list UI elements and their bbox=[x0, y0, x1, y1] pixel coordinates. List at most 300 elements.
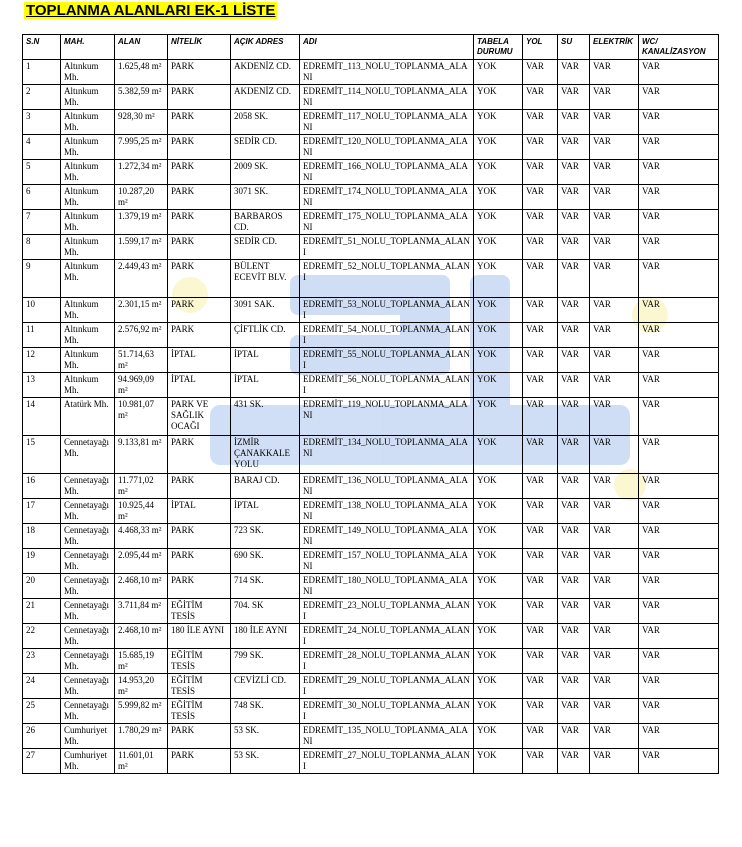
header-mah: MAH. bbox=[61, 35, 115, 60]
cell-alan: 10.287,20 m² bbox=[115, 185, 168, 210]
header-elektrik: ELEKTRİK bbox=[590, 35, 639, 60]
cell-tabela: YOK bbox=[474, 724, 523, 749]
cell-wc: VAR bbox=[639, 110, 719, 135]
cell-nitelik: İPTAL bbox=[168, 373, 231, 398]
cell-adres: 431 SK. bbox=[231, 398, 300, 436]
cell-tabela: YOK bbox=[474, 574, 523, 599]
cell-nitelik: EĞİTİM TESİS bbox=[168, 699, 231, 724]
cell-sn: 19 bbox=[23, 549, 61, 574]
cell-yol: VAR bbox=[523, 749, 558, 774]
cell-alan: 1.780,29 m² bbox=[115, 724, 168, 749]
cell-yol: VAR bbox=[523, 599, 558, 624]
cell-wc: VAR bbox=[639, 210, 719, 235]
table-row bbox=[23, 373, 719, 398]
cell-su: VAR bbox=[558, 699, 590, 724]
cell-nitelik: PARK VE SAĞLIK OCAĞI bbox=[168, 398, 231, 436]
cell-adi: EDREMİT_23_NOLU_TOPLANMA_ALANI bbox=[300, 599, 474, 624]
cell-tabela: YOK bbox=[474, 499, 523, 524]
cell-sn: 7 bbox=[23, 210, 61, 235]
cell-adres: ÇİFTLİK CD. bbox=[231, 323, 300, 348]
cell-adi: EDREMİT_54_NOLU_TOPLANMA_ALANI bbox=[300, 323, 474, 348]
cell-wc: VAR bbox=[639, 160, 719, 185]
cell-sn: 18 bbox=[23, 524, 61, 549]
cell-adres: 2009 SK. bbox=[231, 160, 300, 185]
cell-adi: EDREMİT_27_NOLU_TOPLANMA_ALANI bbox=[300, 749, 474, 774]
cell-elektrik: VAR bbox=[590, 323, 639, 348]
cell-wc: VAR bbox=[639, 549, 719, 574]
cell-mah: Cennetayağı Mh. bbox=[61, 599, 115, 624]
table-row bbox=[23, 135, 719, 160]
cell-nitelik: 180 İLE AYNI bbox=[168, 624, 231, 649]
cell-wc: VAR bbox=[639, 60, 719, 85]
cell-sn: 16 bbox=[23, 474, 61, 499]
cell-adi: EDREMİT_30_NOLU_TOPLANMA_ALANI bbox=[300, 699, 474, 724]
cell-mah: Altınkum Mh. bbox=[61, 135, 115, 160]
cell-yol: VAR bbox=[523, 524, 558, 549]
cell-nitelik: PARK bbox=[168, 474, 231, 499]
cell-mah: Cumhuriyet Mh. bbox=[61, 724, 115, 749]
cell-adi: EDREMİT_134_NOLU_TOPLANMA_ALANI bbox=[300, 436, 474, 474]
cell-su: VAR bbox=[558, 185, 590, 210]
cell-nitelik: PARK bbox=[168, 724, 231, 749]
cell-wc: VAR bbox=[639, 260, 719, 298]
cell-alan: 2.449,43 m² bbox=[115, 260, 168, 298]
cell-adres: 180 İLE AYNI bbox=[231, 624, 300, 649]
cell-adres: 704. SK bbox=[231, 599, 300, 624]
cell-adres: 690 SK. bbox=[231, 549, 300, 574]
cell-yol: VAR bbox=[523, 323, 558, 348]
cell-adi: EDREMİT_29_NOLU_TOPLANMA_ALANI bbox=[300, 674, 474, 699]
cell-sn: 4 bbox=[23, 135, 61, 160]
cell-su: VAR bbox=[558, 574, 590, 599]
cell-tabela: YOK bbox=[474, 398, 523, 436]
page-title: TOPLANMA ALANLARI EK-1 LİSTE bbox=[26, 2, 276, 19]
cell-sn: 5 bbox=[23, 160, 61, 185]
cell-adres: İZMİR ÇANAKKALE YOLU bbox=[231, 436, 300, 474]
cell-sn: 22 bbox=[23, 624, 61, 649]
cell-yol: VAR bbox=[523, 649, 558, 674]
cell-adres: 748 SK. bbox=[231, 699, 300, 724]
cell-adres: 3071 SK. bbox=[231, 185, 300, 210]
cell-su: VAR bbox=[558, 260, 590, 298]
cell-nitelik: EĞİTİM TESİS bbox=[168, 674, 231, 699]
cell-sn: 20 bbox=[23, 574, 61, 599]
cell-mah: Altınkum Mh. bbox=[61, 260, 115, 298]
cell-elektrik: VAR bbox=[590, 624, 639, 649]
cell-adi: EDREMİT_166_NOLU_TOPLANMA_ALANI bbox=[300, 160, 474, 185]
cell-wc: VAR bbox=[639, 724, 719, 749]
cell-yol: VAR bbox=[523, 624, 558, 649]
table-row bbox=[23, 674, 719, 699]
cell-adi: EDREMİT_175_NOLU_TOPLANMA_ALANI bbox=[300, 210, 474, 235]
cell-yol: VAR bbox=[523, 185, 558, 210]
cell-adres: İPTAL bbox=[231, 499, 300, 524]
cell-su: VAR bbox=[558, 624, 590, 649]
cell-wc: VAR bbox=[639, 574, 719, 599]
table-row bbox=[23, 574, 719, 599]
cell-nitelik: PARK bbox=[168, 210, 231, 235]
cell-wc: VAR bbox=[639, 499, 719, 524]
cell-su: VAR bbox=[558, 235, 590, 260]
cell-su: VAR bbox=[558, 298, 590, 323]
cell-adi: EDREMİT_28_NOLU_TOPLANMA_ALANI bbox=[300, 649, 474, 674]
cell-mah: Altınkum Mh. bbox=[61, 235, 115, 260]
cell-sn: 8 bbox=[23, 235, 61, 260]
table-row bbox=[23, 436, 719, 474]
cell-su: VAR bbox=[558, 474, 590, 499]
cell-wc: VAR bbox=[639, 185, 719, 210]
cell-nitelik: PARK bbox=[168, 185, 231, 210]
cell-tabela: YOK bbox=[474, 436, 523, 474]
table-row bbox=[23, 398, 719, 436]
cell-mah: Cennetayağı Mh. bbox=[61, 674, 115, 699]
cell-adres: BÜLENT ECEVİT BLV. bbox=[231, 260, 300, 298]
cell-yol: VAR bbox=[523, 474, 558, 499]
cell-su: VAR bbox=[558, 398, 590, 436]
cell-elektrik: VAR bbox=[590, 160, 639, 185]
cell-adi: EDREMİT_135_NOLU_TOPLANMA_ALANI bbox=[300, 724, 474, 749]
table-row bbox=[23, 260, 719, 298]
cell-su: VAR bbox=[558, 348, 590, 373]
cell-nitelik: EĞİTİM TESİS bbox=[168, 649, 231, 674]
cell-mah: Cennetayağı Mh. bbox=[61, 624, 115, 649]
cell-mah: Cumhuriyet Mh. bbox=[61, 749, 115, 774]
cell-mah: Atatürk Mh. bbox=[61, 398, 115, 436]
table-row bbox=[23, 210, 719, 235]
cell-elektrik: VAR bbox=[590, 574, 639, 599]
cell-nitelik: PARK bbox=[168, 436, 231, 474]
cell-yol: VAR bbox=[523, 160, 558, 185]
cell-sn: 1 bbox=[23, 60, 61, 85]
cell-su: VAR bbox=[558, 85, 590, 110]
table-row bbox=[23, 348, 719, 373]
cell-adres: BARAJ CD. bbox=[231, 474, 300, 499]
cell-alan: 9.133,81 m² bbox=[115, 436, 168, 474]
cell-tabela: YOK bbox=[474, 235, 523, 260]
cell-nitelik: PARK bbox=[168, 323, 231, 348]
table-row bbox=[23, 185, 719, 210]
cell-su: VAR bbox=[558, 160, 590, 185]
cell-alan: 11.771,02 m² bbox=[115, 474, 168, 499]
cell-sn: 12 bbox=[23, 348, 61, 373]
cell-mah: Altınkum Mh. bbox=[61, 160, 115, 185]
cell-adres: CEVİZLİ CD. bbox=[231, 674, 300, 699]
cell-tabela: YOK bbox=[474, 749, 523, 774]
cell-elektrik: VAR bbox=[590, 436, 639, 474]
cell-mah: Cennetayağı Mh. bbox=[61, 549, 115, 574]
cell-nitelik: EĞİTİM TESİS bbox=[168, 599, 231, 624]
cell-yol: VAR bbox=[523, 210, 558, 235]
cell-adi: EDREMİT_149_NOLU_TOPLANMA_ALANI bbox=[300, 524, 474, 549]
cell-nitelik: PARK bbox=[168, 160, 231, 185]
cell-adi: EDREMİT_114_NOLU_TOPLANMA_ALANI bbox=[300, 85, 474, 110]
cell-adi: EDREMİT_157_NOLU_TOPLANMA_ALANI bbox=[300, 549, 474, 574]
cell-tabela: YOK bbox=[474, 624, 523, 649]
cell-adres: BARBAROS CD. bbox=[231, 210, 300, 235]
header-tabela-durumu: TABELA DURUMU bbox=[474, 35, 523, 60]
table-row bbox=[23, 474, 719, 499]
cell-alan: 5.382,59 m² bbox=[115, 85, 168, 110]
cell-wc: VAR bbox=[639, 135, 719, 160]
cell-tabela: YOK bbox=[474, 348, 523, 373]
cell-tabela: YOK bbox=[474, 135, 523, 160]
cell-yol: VAR bbox=[523, 85, 558, 110]
cell-elektrik: VAR bbox=[590, 749, 639, 774]
cell-elektrik: VAR bbox=[590, 85, 639, 110]
header-wc-kanalizasyon: WC/ KANALİZASYON bbox=[639, 35, 719, 60]
cell-mah: Altınkum Mh. bbox=[61, 373, 115, 398]
cell-adi: EDREMİT_52_NOLU_TOPLANMA_ALANI bbox=[300, 260, 474, 298]
cell-alan: 51.714,63 m² bbox=[115, 348, 168, 373]
cell-sn: 24 bbox=[23, 674, 61, 699]
table-row bbox=[23, 649, 719, 674]
cell-alan: 1.625,48 m² bbox=[115, 60, 168, 85]
cell-wc: VAR bbox=[639, 235, 719, 260]
cell-elektrik: VAR bbox=[590, 110, 639, 135]
cell-adi: EDREMİT_53_NOLU_TOPLANMA_ALANI bbox=[300, 298, 474, 323]
cell-adi: EDREMİT_120_NOLU_TOPLANMA_ALANI bbox=[300, 135, 474, 160]
cell-wc: VAR bbox=[639, 85, 719, 110]
cell-su: VAR bbox=[558, 724, 590, 749]
cell-adi: EDREMİT_51_NOLU_TOPLANMA_ALANI bbox=[300, 235, 474, 260]
cell-alan: 5.999,82 m² bbox=[115, 699, 168, 724]
cell-tabela: YOK bbox=[474, 260, 523, 298]
cell-sn: 23 bbox=[23, 649, 61, 674]
cell-alan: 2.576,92 m² bbox=[115, 323, 168, 348]
cell-alan: 7.995,25 m² bbox=[115, 135, 168, 160]
cell-su: VAR bbox=[558, 110, 590, 135]
cell-sn: 11 bbox=[23, 323, 61, 348]
cell-su: VAR bbox=[558, 749, 590, 774]
cell-tabela: YOK bbox=[474, 474, 523, 499]
header-alan: ALAN bbox=[115, 35, 168, 60]
cell-elektrik: VAR bbox=[590, 699, 639, 724]
cell-nitelik: PARK bbox=[168, 749, 231, 774]
cell-elektrik: VAR bbox=[590, 524, 639, 549]
cell-yol: VAR bbox=[523, 235, 558, 260]
header-nitelik: NİTELİK bbox=[168, 35, 231, 60]
cell-elektrik: VAR bbox=[590, 210, 639, 235]
cell-wc: VAR bbox=[639, 474, 719, 499]
cell-nitelik: İPTAL bbox=[168, 348, 231, 373]
cell-mah: Altınkum Mh. bbox=[61, 210, 115, 235]
cell-sn: 9 bbox=[23, 260, 61, 298]
cell-elektrik: VAR bbox=[590, 348, 639, 373]
cell-wc: VAR bbox=[639, 323, 719, 348]
cell-wc: VAR bbox=[639, 298, 719, 323]
cell-alan: 1.379,19 m² bbox=[115, 210, 168, 235]
cell-wc: VAR bbox=[639, 624, 719, 649]
cell-mah: Cennetayağı Mh. bbox=[61, 499, 115, 524]
cell-sn: 2 bbox=[23, 85, 61, 110]
header-acik-adres: AÇIK ADRES bbox=[231, 35, 300, 60]
cell-adres: AKDENİZ CD. bbox=[231, 85, 300, 110]
cell-yol: VAR bbox=[523, 348, 558, 373]
cell-yol: VAR bbox=[523, 724, 558, 749]
cell-tabela: YOK bbox=[474, 185, 523, 210]
cell-wc: VAR bbox=[639, 699, 719, 724]
cell-adi: EDREMİT_24_NOLU_TOPLANMA_ALANI bbox=[300, 624, 474, 649]
cell-tabela: YOK bbox=[474, 373, 523, 398]
header-su: SU bbox=[558, 35, 590, 60]
cell-sn: 3 bbox=[23, 110, 61, 135]
cell-mah: Altınkum Mh. bbox=[61, 185, 115, 210]
table-row bbox=[23, 624, 719, 649]
cell-yol: VAR bbox=[523, 60, 558, 85]
cell-yol: VAR bbox=[523, 699, 558, 724]
cell-mah: Cennetayağı Mh. bbox=[61, 574, 115, 599]
cell-sn: 27 bbox=[23, 749, 61, 774]
cell-alan: 14.953,20 m² bbox=[115, 674, 168, 699]
cell-sn: 10 bbox=[23, 298, 61, 323]
cell-su: VAR bbox=[558, 674, 590, 699]
cell-mah: Altınkum Mh. bbox=[61, 323, 115, 348]
cell-alan: 2.468,10 m² bbox=[115, 624, 168, 649]
cell-adres: İPTAL bbox=[231, 348, 300, 373]
cell-adi: EDREMİT_117_NOLU_TOPLANMA_ALANI bbox=[300, 110, 474, 135]
cell-mah: Altınkum Mh. bbox=[61, 60, 115, 85]
cell-wc: VAR bbox=[639, 599, 719, 624]
cell-adi: EDREMİT_138_NOLU_TOPLANMA_ALANI bbox=[300, 499, 474, 524]
cell-su: VAR bbox=[558, 599, 590, 624]
cell-adi: EDREMİT_136_NOLU_TOPLANMA_ALANI bbox=[300, 474, 474, 499]
cell-yol: VAR bbox=[523, 574, 558, 599]
cell-mah: Altınkum Mh. bbox=[61, 348, 115, 373]
cell-adi: EDREMİT_119_NOLU_TOPLANMA_ALANI bbox=[300, 398, 474, 436]
cell-adi: EDREMİT_55_NOLU_TOPLANMA_ALANI bbox=[300, 348, 474, 373]
cell-elektrik: VAR bbox=[590, 649, 639, 674]
cell-alan: 94.969,09 m² bbox=[115, 373, 168, 398]
cell-nitelik: PARK bbox=[168, 235, 231, 260]
header-sn: S.N bbox=[23, 35, 61, 60]
cell-tabela: YOK bbox=[474, 85, 523, 110]
cell-elektrik: VAR bbox=[590, 474, 639, 499]
header-adi: ADI bbox=[300, 35, 474, 60]
cell-alan: 1.272,34 m² bbox=[115, 160, 168, 185]
table-row bbox=[23, 724, 719, 749]
table-row bbox=[23, 60, 719, 85]
cell-su: VAR bbox=[558, 323, 590, 348]
cell-alan: 2.301,15 m² bbox=[115, 298, 168, 323]
cell-alan: 1.599,17 m² bbox=[115, 235, 168, 260]
cell-su: VAR bbox=[558, 649, 590, 674]
cell-elektrik: VAR bbox=[590, 260, 639, 298]
cell-tabela: YOK bbox=[474, 60, 523, 85]
table-row bbox=[23, 323, 719, 348]
cell-sn: 6 bbox=[23, 185, 61, 210]
table-row bbox=[23, 699, 719, 724]
cell-elektrik: VAR bbox=[590, 135, 639, 160]
cell-adres: SEDİR CD. bbox=[231, 235, 300, 260]
cell-wc: VAR bbox=[639, 373, 719, 398]
cell-tabela: YOK bbox=[474, 110, 523, 135]
cell-adres: 799 SK. bbox=[231, 649, 300, 674]
cell-yol: VAR bbox=[523, 135, 558, 160]
cell-su: VAR bbox=[558, 210, 590, 235]
cell-wc: VAR bbox=[639, 749, 719, 774]
table-row bbox=[23, 110, 719, 135]
cell-adi: EDREMİT_174_NOLU_TOPLANMA_ALANI bbox=[300, 185, 474, 210]
cell-adi: EDREMİT_56_NOLU_TOPLANMA_ALANI bbox=[300, 373, 474, 398]
cell-yol: VAR bbox=[523, 373, 558, 398]
cell-mah: Altınkum Mh. bbox=[61, 110, 115, 135]
cell-wc: VAR bbox=[639, 649, 719, 674]
cell-adres: AKDENİZ CD. bbox=[231, 60, 300, 85]
cell-alan: 10.925,44 m² bbox=[115, 499, 168, 524]
cell-yol: VAR bbox=[523, 398, 558, 436]
cell-adres: İPTAL bbox=[231, 373, 300, 398]
table-row bbox=[23, 160, 719, 185]
cell-yol: VAR bbox=[523, 436, 558, 474]
cell-nitelik: PARK bbox=[168, 60, 231, 85]
table-row bbox=[23, 499, 719, 524]
cell-nitelik: PARK bbox=[168, 574, 231, 599]
cell-sn: 26 bbox=[23, 724, 61, 749]
cell-tabela: YOK bbox=[474, 524, 523, 549]
cell-sn: 15 bbox=[23, 436, 61, 474]
table-row bbox=[23, 298, 719, 323]
cell-alan: 2.468,10 m² bbox=[115, 574, 168, 599]
cell-su: VAR bbox=[558, 436, 590, 474]
cell-yol: VAR bbox=[523, 674, 558, 699]
cell-yol: VAR bbox=[523, 499, 558, 524]
cell-tabela: YOK bbox=[474, 674, 523, 699]
cell-elektrik: VAR bbox=[590, 499, 639, 524]
cell-sn: 17 bbox=[23, 499, 61, 524]
cell-nitelik: PARK bbox=[168, 298, 231, 323]
table-row bbox=[23, 549, 719, 574]
cell-su: VAR bbox=[558, 135, 590, 160]
cell-su: VAR bbox=[558, 524, 590, 549]
cell-su: VAR bbox=[558, 549, 590, 574]
cell-adres: 723 SK. bbox=[231, 524, 300, 549]
cell-mah: Cennetayağı Mh. bbox=[61, 649, 115, 674]
cell-adres: 2058 SK. bbox=[231, 110, 300, 135]
cell-sn: 13 bbox=[23, 373, 61, 398]
cell-alan: 11.601,01 m² bbox=[115, 749, 168, 774]
cell-elektrik: VAR bbox=[590, 724, 639, 749]
cell-sn: 25 bbox=[23, 699, 61, 724]
cell-wc: VAR bbox=[639, 436, 719, 474]
cell-nitelik: PARK bbox=[168, 135, 231, 160]
table-row bbox=[23, 85, 719, 110]
cell-adres: 53 SK. bbox=[231, 749, 300, 774]
cell-alan: 4.468,33 m² bbox=[115, 524, 168, 549]
cell-mah: Cennetayağı Mh. bbox=[61, 474, 115, 499]
cell-su: VAR bbox=[558, 499, 590, 524]
cell-sn: 21 bbox=[23, 599, 61, 624]
cell-elektrik: VAR bbox=[590, 674, 639, 699]
cell-adi: EDREMİT_180_NOLU_TOPLANMA_ALANI bbox=[300, 574, 474, 599]
cell-elektrik: VAR bbox=[590, 398, 639, 436]
cell-adres: SEDİR CD. bbox=[231, 135, 300, 160]
cell-tabela: YOK bbox=[474, 649, 523, 674]
cell-adi: EDREMİT_113_NOLU_TOPLANMA_ALANI bbox=[300, 60, 474, 85]
cell-mah: Altınkum Mh. bbox=[61, 85, 115, 110]
cell-wc: VAR bbox=[639, 348, 719, 373]
cell-elektrik: VAR bbox=[590, 599, 639, 624]
cell-nitelik: PARK bbox=[168, 110, 231, 135]
table-row bbox=[23, 235, 719, 260]
cell-nitelik: PARK bbox=[168, 85, 231, 110]
cell-tabela: YOK bbox=[474, 298, 523, 323]
cell-mah: Cennetayağı Mh. bbox=[61, 699, 115, 724]
cell-wc: VAR bbox=[639, 674, 719, 699]
cell-adres: 53 SK. bbox=[231, 724, 300, 749]
table-row bbox=[23, 749, 719, 774]
cell-nitelik: PARK bbox=[168, 524, 231, 549]
cell-tabela: YOK bbox=[474, 599, 523, 624]
